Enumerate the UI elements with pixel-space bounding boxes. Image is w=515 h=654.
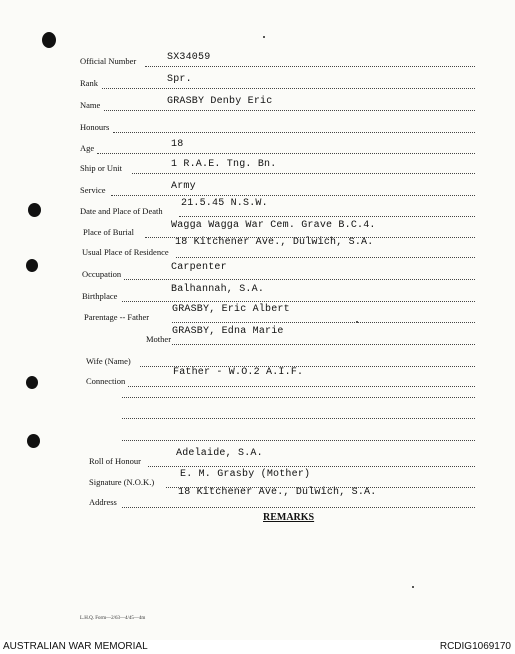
mother-value: GRASBY, Edna Marie bbox=[172, 326, 284, 337]
father-row bbox=[0, 304, 515, 324]
service-value: Army bbox=[171, 181, 196, 192]
birthplace-label: Birthplace bbox=[82, 291, 118, 301]
address-label: Address bbox=[89, 497, 117, 507]
mother-row bbox=[0, 326, 515, 346]
mother-label: Mother bbox=[146, 334, 172, 344]
footer-record-id: RCDIG1069170 bbox=[439, 641, 511, 652]
age-value: 18 bbox=[171, 139, 184, 150]
connection-value: Father - W.O.2 A.I.F. bbox=[173, 367, 304, 378]
service-label: Service bbox=[80, 185, 106, 195]
roll-of-honour-value: Adelaide, S.A. bbox=[176, 448, 263, 459]
wife-label: Wife (Name) bbox=[86, 356, 131, 366]
address-value: 18 Kitchener Ave., Dulwich, S.A. bbox=[178, 487, 377, 498]
dotted-line bbox=[113, 131, 475, 133]
date-place-death-value: 21.5.45 N.S.W. bbox=[181, 198, 268, 209]
dotted-line bbox=[122, 396, 475, 398]
birthplace-value: Balhannah, S.A. bbox=[171, 284, 265, 295]
date-place-death-row bbox=[0, 198, 515, 218]
wife-row bbox=[0, 352, 515, 368]
age-row bbox=[0, 139, 515, 155]
punch-hole bbox=[27, 434, 40, 448]
dotted-line bbox=[122, 300, 475, 302]
punch-hole bbox=[42, 32, 56, 48]
dotted-line bbox=[176, 256, 475, 258]
rank-row bbox=[0, 74, 515, 90]
date-place-death-label: Date and Place of Death bbox=[80, 206, 163, 216]
name-label: Name bbox=[80, 100, 101, 110]
dotted-line bbox=[172, 343, 475, 345]
place-of-burial-label: Place of Burial bbox=[83, 227, 134, 237]
name-row bbox=[0, 96, 515, 112]
place-of-burial-value: Wagga Wagga War Cem. Grave B.C.4. bbox=[171, 220, 376, 231]
address-row bbox=[0, 487, 515, 509]
honours-label: Honours bbox=[80, 122, 110, 132]
dotted-line bbox=[111, 194, 475, 196]
name-value: GRASBY Denby Eric bbox=[167, 96, 273, 107]
service-row bbox=[0, 181, 515, 197]
occupation-value: Carpenter bbox=[171, 262, 227, 273]
signature-value: E. M. Grasby (Mother) bbox=[180, 469, 311, 480]
ship-or-unit-row bbox=[0, 159, 515, 175]
speck bbox=[412, 586, 414, 588]
remarks-heading: REMARKS bbox=[263, 512, 315, 523]
official-number-row bbox=[0, 52, 515, 68]
form-footnote: L.H.Q. Form—2/63—4/45—4m bbox=[80, 616, 146, 621]
signature-label: Signature (N.O.K.) bbox=[89, 477, 155, 487]
honours-row bbox=[0, 118, 515, 134]
ship-or-unit-value: 1 R.A.E. Tng. Bn. bbox=[171, 159, 277, 170]
official-number-label: Official Number bbox=[80, 56, 137, 66]
dotted-line bbox=[145, 65, 475, 67]
connection-row bbox=[0, 367, 515, 388]
dotted-line bbox=[122, 506, 475, 508]
ship-or-unit-label: Ship or Unit bbox=[80, 163, 123, 173]
dotted-line bbox=[104, 109, 475, 111]
age-label: Age bbox=[80, 143, 95, 153]
father-value: GRASBY, Eric Albert bbox=[172, 304, 290, 315]
dotted-line bbox=[102, 87, 475, 89]
dotted-line bbox=[132, 172, 475, 174]
archive-footer bbox=[0, 640, 515, 654]
occupation-label: Occupation bbox=[82, 269, 122, 279]
rank-label: Rank bbox=[80, 78, 98, 88]
usual-residence-value: 18 Kitchener Ave., Dulwich, S.A. bbox=[175, 237, 374, 248]
usual-residence-row bbox=[0, 237, 515, 259]
dotted-line bbox=[122, 417, 475, 419]
official-number-value: SX34059 bbox=[167, 52, 211, 63]
footer-archive-name: AUSTRALIAN WAR MEMORIAL bbox=[3, 641, 148, 652]
dotted-line bbox=[128, 385, 475, 387]
birthplace-row bbox=[0, 284, 515, 303]
roll-of-honour-row bbox=[0, 448, 515, 468]
dotted-line bbox=[97, 152, 475, 154]
rank-value: Spr. bbox=[167, 74, 192, 85]
father-label: Parentage -- Father bbox=[84, 312, 150, 322]
dotted-line bbox=[122, 439, 475, 441]
dotted-line bbox=[148, 465, 475, 467]
occupation-row bbox=[0, 262, 515, 281]
dotted-line bbox=[172, 321, 475, 323]
speck bbox=[263, 36, 265, 38]
dotted-line bbox=[179, 215, 475, 217]
connection-label: Connection bbox=[86, 376, 126, 386]
dotted-line bbox=[124, 278, 475, 280]
roll-of-honour-label: Roll of Honour bbox=[89, 456, 141, 466]
usual-residence-label: Usual Place of Residence bbox=[82, 247, 169, 257]
